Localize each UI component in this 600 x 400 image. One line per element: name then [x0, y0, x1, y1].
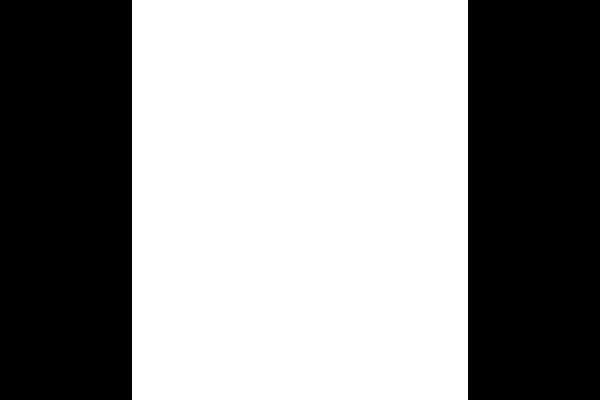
- toc-line: [156, 45, 444, 51]
- body-paragraph: [156, 258, 444, 264]
- toc-line: [156, 195, 444, 201]
- closing-lines: [156, 298, 444, 344]
- document-subtitle: [156, 30, 444, 37]
- toc-line: [156, 103, 444, 109]
- toc-line: [156, 172, 444, 178]
- document-page: [132, 0, 468, 400]
- toc-line: [156, 68, 444, 74]
- toc-line: [156, 160, 444, 166]
- body-text: [156, 229, 444, 294]
- toc-line: [156, 137, 444, 143]
- closing-line: [156, 338, 444, 344]
- toc-line: [156, 183, 444, 189]
- body-paragraph: [156, 239, 444, 245]
- body-paragraph: [156, 278, 444, 284]
- body-paragraph: [156, 288, 444, 294]
- toc-line: [156, 91, 444, 97]
- document-title: [156, 20, 444, 27]
- toc-line: [156, 206, 444, 212]
- toc-line: [156, 57, 444, 63]
- toc-line: [156, 126, 444, 132]
- toc-line: [156, 218, 444, 224]
- body-paragraph: [156, 249, 444, 255]
- toc-list: [156, 45, 444, 224]
- body-paragraph: [156, 268, 444, 274]
- toc-line: [156, 149, 444, 155]
- toc-line: [156, 114, 444, 120]
- body-paragraph: [156, 229, 444, 235]
- toc-line: [156, 80, 444, 86]
